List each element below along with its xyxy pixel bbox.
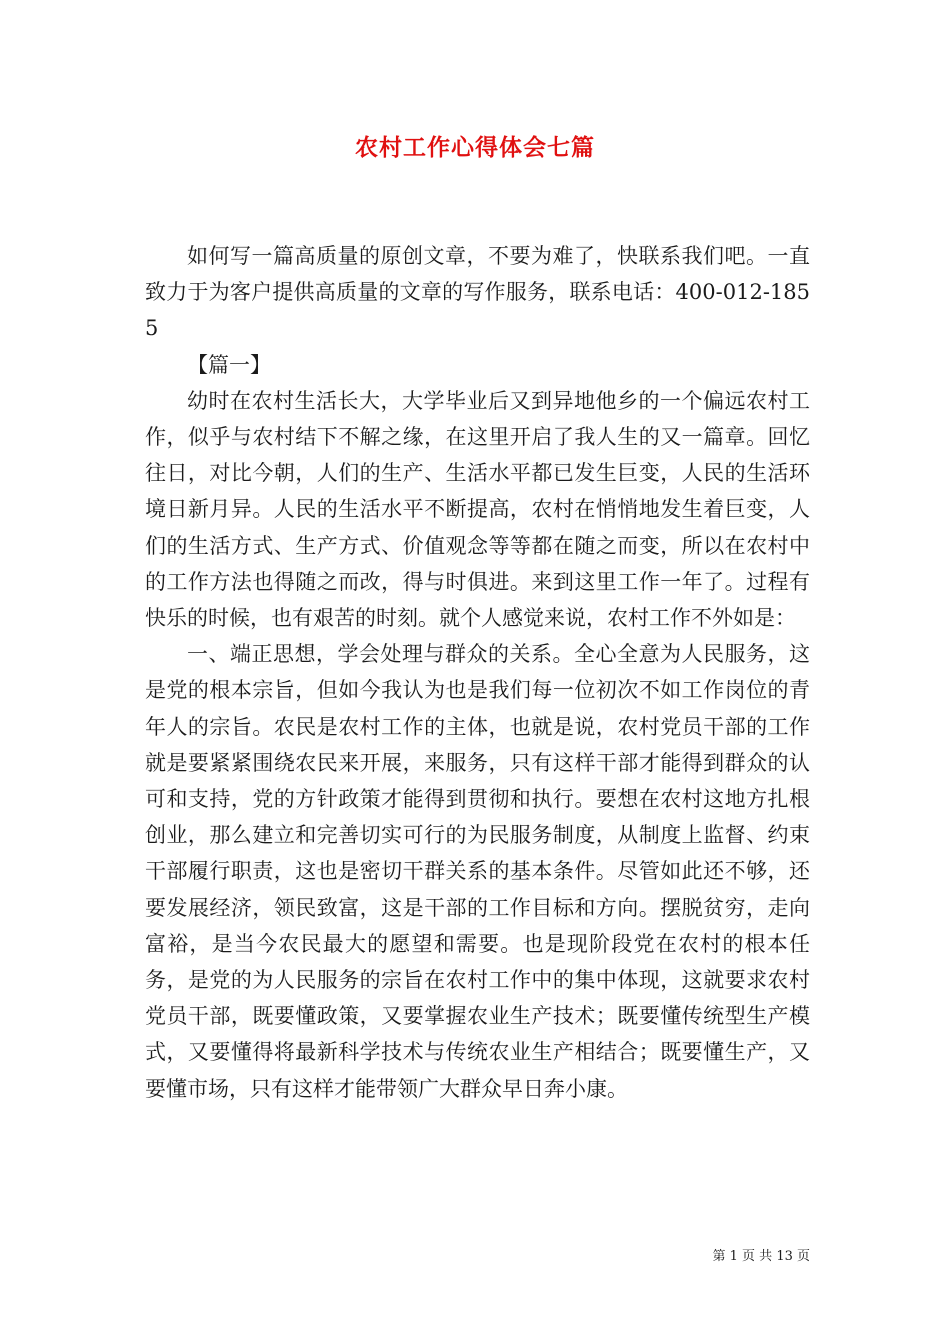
body-paragraph-1: 幼时在农村生活长大，大学毕业后又到异地他乡的一个偏远农村工作，似乎与农村结下不解之缘，在这里开启了我人生的又一篇章。回忆往日，对比今朝，人们的生产、生活水平都已发生巨变，人民的生活环境日新月异。人民的生活水平不断提高，农村在悄悄地发生着巨变，人们的生活方式、生产方式、价值观念等等都在随之而变，所以在农村中的工作方法也得随之而改，得与时俱进。来到这里工作一年了。过程有快乐的时候，也有艰苦的时刻。就个人感觉来说，农村工作不外如是： (145, 388, 810, 631)
page-number-footer: 第 1 页 共 13 页 (712, 1249, 810, 1264)
document-title: 农村工作心得体会七篇 (355, 134, 595, 161)
body-paragraph-2: 一、端正思想，学会处理与群众的关系。全心全意为人民服务，这是党的根本宗旨，但如今我认为也是我们每一位初次不如工作岗位的青年人的宗旨。农民是农村工作的主体，也就是说，农村党员干部的工作就是要紧紧围绕农民来开展，来服务，只有这样干部才能得到群众的认可和支持，党的方针政策才能得到贯彻和执行。要想在农村这地方扎根创业，那么建立和完善切实可行的为民服务制度，从制度上监督、约束干部履行职责，这也是密切干群关系的基本条件。尽管如此还不够，还要发展经济，领民致富，这是干部的工作目标和方向。摆脱贫穷，走向富裕，是当今农民最大的愿望和需要。也是现阶段党在农村的根本任务，是党的为人民服务的宗旨在农村工作中的集中体现，这就要求农村党员干部，既要懂政策，又要掌握农业生产技术；既要懂传统型生产模式，又要懂得将最新科学技术与传统农业生产相结合；既要懂生产，又要懂市场，只有这样才能带领广大群众早日奔小康。 (145, 642, 810, 1101)
document-body (145, 238, 810, 1107)
section-heading: 【篇一】 (187, 352, 271, 377)
intro-paragraph: 如何写一篇高质量的原创文章，不要为难了，快联系我们吧。一直致力于为客户提供高质量的文章的写作服务，联系电话：400-012-1855 (145, 244, 810, 341)
